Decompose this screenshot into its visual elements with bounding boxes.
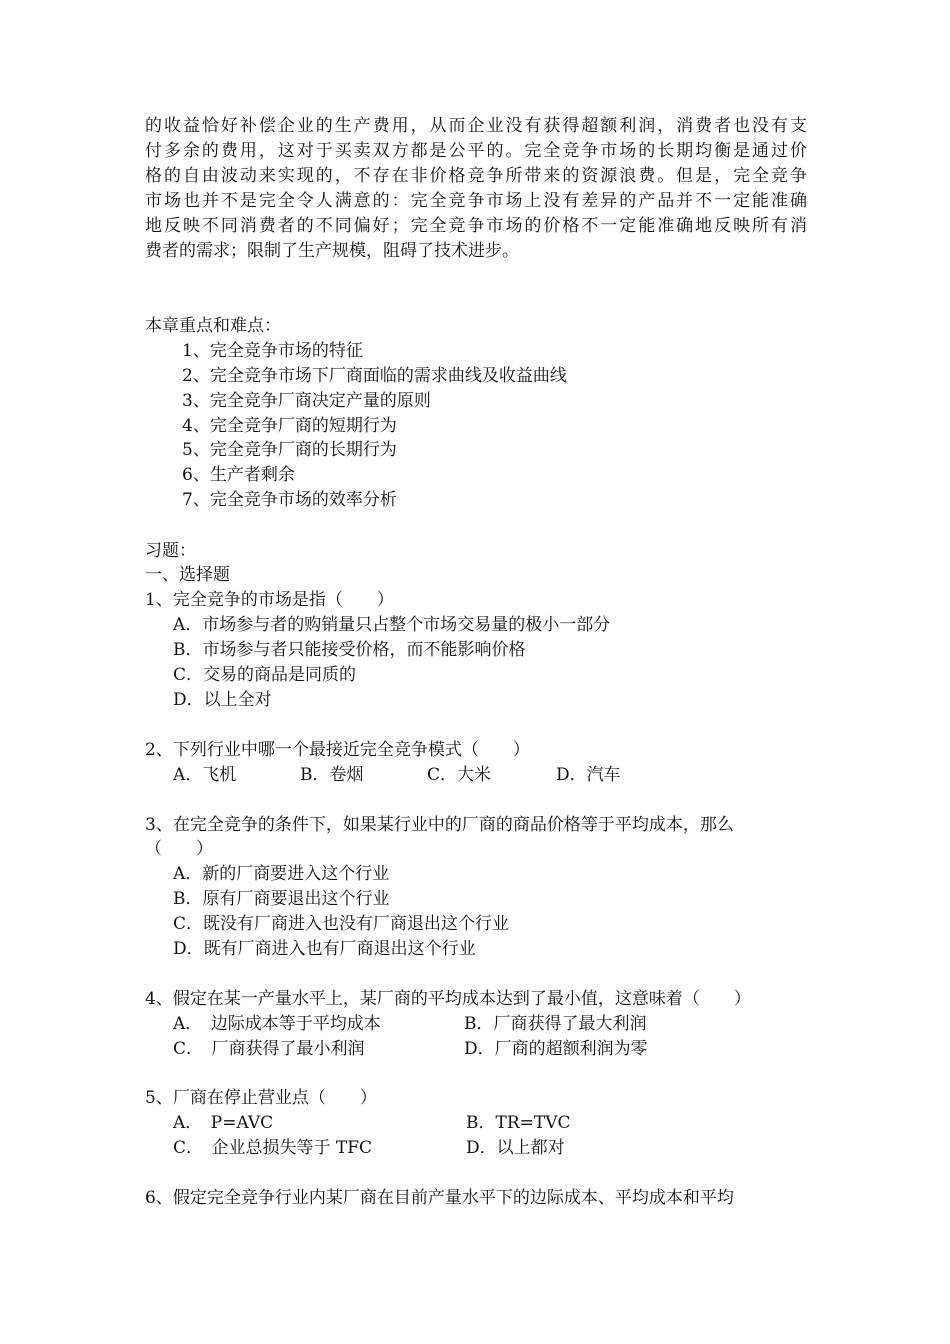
- intro-line: 格的自由波动来实现的，不存在非价格竞争所带来的资源浪费。但是，完全竞争: [145, 166, 807, 186]
- question-4-stem: 4、假定在某一产量水平上，某厂商的平均成本达到了最小值，这意味着（ ）: [145, 989, 751, 1009]
- key-point-item: 4、完全竞争厂商的短期行为: [182, 416, 397, 436]
- question-5-stem: 5、厂商在停止营业点（ ）: [145, 1088, 377, 1108]
- key-point-item: 1、完全竞争市场的特征: [182, 341, 363, 361]
- question-3-stem-cont: （ ）: [145, 839, 213, 859]
- question-5-option: C． 企业总损失等于 TFC: [173, 1138, 373, 1158]
- intro-line: 付多余的费用，这对于买卖双方都是公平的。完全竞争市场的长期均衡是通过价: [145, 141, 807, 161]
- section-heading: 一、选择题: [145, 565, 230, 585]
- question-4-option: C． 厂商获得了最小利润: [173, 1039, 365, 1059]
- question-4-option: A． 边际成本等于平均成本: [173, 1014, 381, 1034]
- question-2-option: C．大米: [427, 765, 492, 785]
- question-5-option: D．以上都对: [466, 1138, 565, 1158]
- key-point-item: 3、完全竞争厂商决定产量的原则: [182, 391, 431, 411]
- question-3-option: B．原有厂商要退出这个行业: [173, 889, 390, 909]
- question-6-stem: 6、假定完全竞争行业内某厂商在目前产量水平下的边际成本、平均成本和平均: [145, 1188, 734, 1208]
- question-3-option: C．既没有厂商进入也没有厂商退出这个行业: [173, 914, 510, 934]
- intro-line: 费者的需求；限制了生产规模，阻碍了技术进步。: [145, 241, 519, 261]
- question-3-stem: 3、在完全竞争的条件下，如果某行业中的厂商的商品价格等于平均成本，那么: [145, 815, 734, 835]
- question-2-stem: 2、下列行业中哪一个最接近完全竞争模式（ ）: [145, 740, 530, 760]
- key-point-item: 5、完全竞争厂商的长期行为: [182, 440, 397, 460]
- question-3-option: D．既有厂商进入也有厂商退出这个行业: [173, 939, 476, 959]
- key-points-heading: 本章重点和难点：: [145, 316, 281, 336]
- question-3-option: A．新的厂商要进入这个行业: [173, 864, 390, 884]
- question-2-option: D．汽车: [556, 765, 621, 785]
- question-1-option: A．市场参与者的购销量只占整个市场交易量的极小一部分: [173, 615, 611, 635]
- intro-line: 市场也并不是完全令人满意的：完全竞争市场上没有差异的产品并不一定能准确: [145, 191, 807, 211]
- question-5-option: B．TR=TVC: [466, 1113, 571, 1133]
- key-point-item: 6、生产者剩余: [182, 465, 295, 485]
- question-5-option: A． P=AVC: [173, 1113, 274, 1133]
- intro-line: 地反映不同消费者的不同偏好；完全竞争市场的价格不一定能准确地反映所有消: [145, 216, 807, 236]
- question-4-option: D．厂商的超额利润为零: [464, 1039, 648, 1059]
- question-4-option: B．厂商获得了最大利润: [464, 1014, 647, 1034]
- question-1-option: C．交易的商品是同质的: [173, 665, 357, 685]
- key-point-item: 7、完全竞争市场的效率分析: [182, 490, 397, 510]
- intro-line: 的收益恰好补偿企业的生产费用，从而企业没有获得超额利润，消费者也没有支: [145, 116, 807, 136]
- question-2-option: B．卷烟: [300, 765, 364, 785]
- exercises-heading: 习题：: [145, 541, 196, 561]
- question-1-stem: 1、完全竞争的市场是指（ ）: [145, 590, 394, 610]
- question-1-option: B．市场参与者只能接受价格，而不能影响价格: [173, 640, 526, 660]
- question-2-option: A．飞机: [173, 765, 237, 785]
- question-1-option: D．以上全对: [173, 690, 272, 710]
- key-point-item: 2、完全竞争市场下厂商面临的需求曲线及收益曲线: [182, 366, 567, 386]
